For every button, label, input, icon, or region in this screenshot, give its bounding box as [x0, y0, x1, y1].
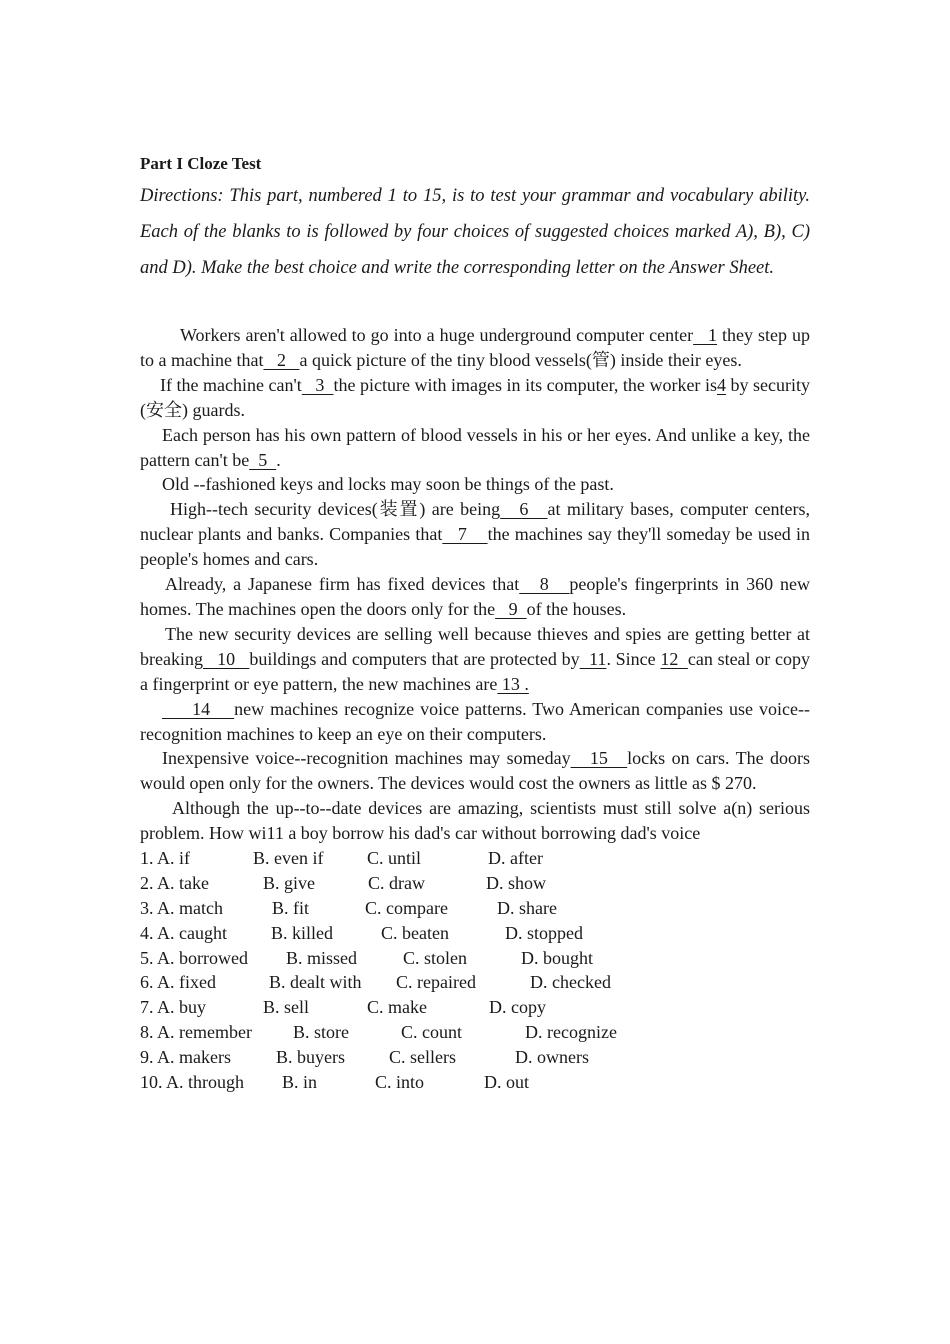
option-b: B. dealt with: [269, 972, 362, 993]
answer-blank: 11: [579, 648, 607, 669]
option-d: D. copy: [489, 997, 546, 1018]
option-b: B. give: [263, 872, 315, 893]
option-b: B. buyers: [276, 1047, 345, 1068]
passage-paragraph: [140, 323, 810, 373]
option-c: C. make: [367, 997, 427, 1018]
answer-blank: 3: [301, 374, 334, 395]
passage-paragraph: [140, 622, 810, 697]
passage-text: the machines say they'll someday be used in people's homes and cars.: [140, 524, 810, 570]
passage-text: Although the up--to--date devices are amazing, scientists must still solve a(n) serious problem. How wi11 a boy borrow his dad's car without borrowing dad's voice: [140, 798, 810, 844]
answer-blank: 6: [500, 499, 548, 520]
answer-blank: 14: [162, 698, 235, 719]
passage-text: The new security devices are selling well because thieves and spies are getting better at breaking: [140, 623, 810, 669]
answer-blank: 15: [570, 748, 628, 769]
option-a: 3. A. match: [140, 897, 223, 918]
answer-blank: 4: [716, 374, 726, 395]
option-d: D. show: [486, 872, 547, 893]
passage-paragraph: [140, 423, 810, 473]
passage-text: . Since: [606, 648, 661, 669]
passage-text: new machines recognize voice patterns. Two American companies use voice--recognition machines to keep an eye on their computers.: [140, 698, 810, 744]
option-b: B. sell: [263, 997, 310, 1018]
option-b: B. even if: [253, 848, 324, 869]
option-d: D. checked: [530, 972, 611, 993]
passage-paragraph: [140, 472, 810, 497]
passage-text: people's fingerprints in 360 new homes. The machines open the doors only for the: [140, 574, 810, 619]
passage-text: Each person has his own pattern of blood vessels in his or her eyes. And unlike a key, the pattern can't be: [140, 424, 810, 470]
option-b: B. in: [282, 1072, 318, 1093]
option-d: D. stopped: [505, 922, 583, 943]
option-c: C. count: [401, 1022, 462, 1043]
passage-paragraph: [140, 572, 810, 622]
passage-paragraph: [140, 796, 810, 846]
option-c: C. into: [375, 1072, 425, 1093]
option-c: C. repaired: [396, 972, 476, 993]
question-row: [140, 995, 810, 1020]
answer-blank: 5: [249, 449, 277, 470]
question-row: [140, 970, 810, 995]
option-b: B. fit: [272, 897, 310, 918]
option-a: 2. A. take: [140, 872, 209, 893]
option-c: C. beaten: [381, 922, 449, 943]
answer-blank: 7: [442, 524, 488, 545]
option-b: B. killed: [271, 922, 333, 943]
passage-text: .: [276, 449, 281, 470]
passage-text: Inexpensive voice--recognition machines may someday: [162, 748, 571, 769]
question-row: [140, 1070, 810, 1095]
option-a: 7. A. buy: [140, 997, 207, 1018]
answer-blank: 2: [263, 349, 300, 370]
option-c: C. compare: [365, 897, 448, 918]
passage-text: Workers aren't allowed to go into a huge underground computer center: [180, 325, 694, 345]
passage-text: High--tech security devices(装置) are being: [170, 499, 501, 520]
passage-paragraph: [140, 373, 810, 423]
answer-blank: 8: [519, 574, 570, 595]
passage-text: by security (安全) guards.: [140, 374, 811, 420]
passage-paragraph: [140, 697, 810, 747]
option-a: 8. A. remember: [140, 1022, 252, 1043]
option-a: 9. A. makers: [140, 1047, 231, 1068]
question-row: [140, 946, 810, 971]
passage-text: buildings and computers that are protected by: [249, 648, 580, 669]
option-b: B. missed: [286, 947, 358, 968]
question-row: [140, 1045, 810, 1070]
answer-blank: 10: [202, 648, 250, 669]
option-c: C. sellers: [389, 1047, 456, 1068]
answer-blank: 9: [495, 598, 527, 619]
question-row: [140, 1020, 810, 1045]
option-a: 6. A. fixed: [140, 972, 216, 993]
cloze-passage: [140, 323, 810, 846]
option-c: C. stolen: [403, 947, 468, 968]
option-d: D. recognize: [525, 1022, 617, 1043]
passage-text: can steal or copy a fingerprint or eye pattern, the new machines are: [140, 648, 810, 694]
document-page: [140, 150, 810, 1095]
answer-blank: 13 .: [497, 673, 529, 694]
option-a: 1. A. if: [140, 848, 191, 869]
passage-paragraph: [140, 497, 810, 572]
passage-text: a quick picture of the tiny blood vessels(管) inside their eyes.: [299, 349, 742, 370]
option-d: D. share: [497, 897, 557, 918]
section-title: Part I Cloze Test: [140, 154, 262, 173]
option-c: C. draw: [368, 872, 425, 893]
option-d: D. owners: [515, 1047, 589, 1068]
question-row: [140, 871, 810, 896]
passage-text: locks on cars. The doors would open only for the owners. The devices would cost the owners as little as $ 270.: [140, 748, 810, 794]
passage-text: the picture with images in its computer, the worker is: [333, 374, 717, 395]
question-row: [140, 921, 810, 946]
passage-text: Already, a Japanese firm has fixed devices that: [165, 574, 520, 595]
passage-text: If the machine can't: [160, 374, 302, 395]
option-d: D. bought: [521, 947, 593, 968]
answer-blank: 1: [693, 325, 718, 345]
option-d: D. out: [484, 1072, 529, 1093]
answer-options-list: [140, 846, 810, 1095]
passage-text: they step up to a machine that: [140, 325, 810, 370]
option-a: 5. A. borrowed: [140, 947, 248, 968]
passage-text: at military bases, computer centers, nuclear plants and banks. Companies that: [140, 499, 811, 545]
answer-blank: 12: [660, 648, 688, 669]
question-row: [140, 846, 810, 871]
option-d: D. after: [488, 848, 543, 869]
passage-text: of the houses.: [526, 598, 627, 619]
option-c: C. until: [367, 848, 422, 869]
option-b: B. store: [293, 1022, 349, 1043]
directions-text: Directions: This part, numbered 1 to 15, is to test your grammar and vocabulary ability. Each of the blanks to is followed by four choices of suggested choices marked A), B), C) and D). Make the best choice and write the corresponding letter on the Answer Sheet.: [140, 186, 810, 278]
question-row: [140, 896, 810, 921]
option-a: 10. A. through: [140, 1072, 245, 1093]
passage-paragraph: [140, 746, 810, 796]
option-a: 4. A. caught: [140, 922, 227, 943]
passage-text: Old --fashioned keys and locks may soon be things of the past.: [162, 474, 614, 495]
